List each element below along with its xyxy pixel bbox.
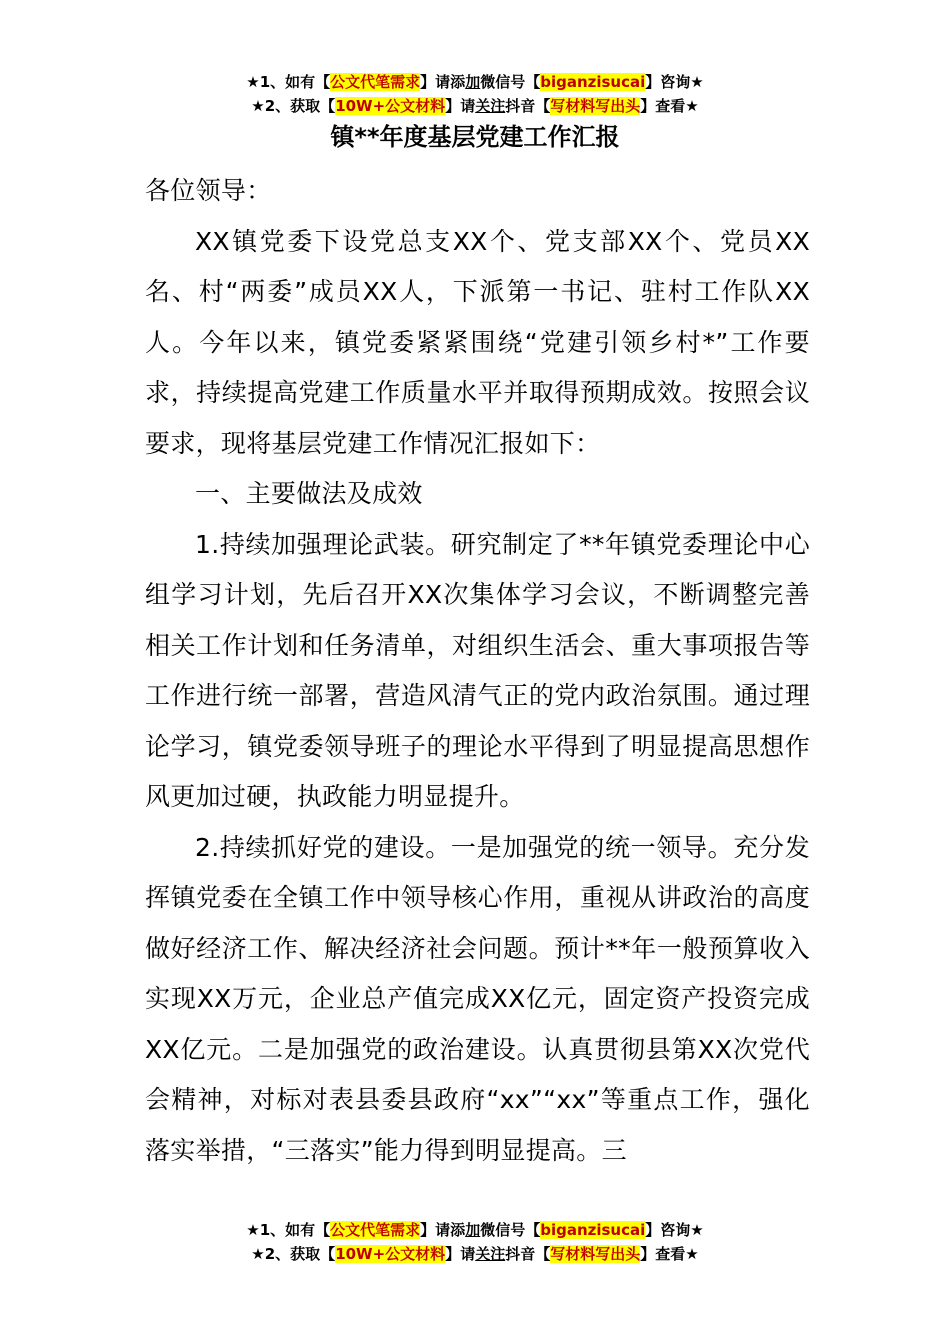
banner-line-1 — [0, 70, 950, 94]
banner-text: 抖音【 — [505, 97, 551, 115]
banner-text: ★1、如有【 — [246, 1221, 331, 1239]
banner-underline: 关注 — [475, 1245, 506, 1263]
paragraph-item-1: 1.持续加强理论武装。研究制定了**年镇党委理论中心组学习计划，先后召开XX次集体学习会议，不断调整完善相关工作计划和任务清单，对组织生活会、重大事项报告等工作进行统一部署，营造风清气正的党内政治氛围。通过理论学习，镇党委领导班子的理论水平得到了明显提高思想作风更加过硬，执政能力明显提升。 — [145, 529, 810, 811]
banner-text: 】请添 — [420, 73, 466, 91]
footer-banner — [0, 1218, 950, 1266]
banner-highlight: 写材料写出头 — [550, 1245, 641, 1263]
banner-line-2 — [0, 94, 950, 118]
banner-text: 】请 — [445, 97, 476, 115]
banner-highlight: 公文代笔需求 — [330, 73, 421, 91]
banner-text: ★1、如有【 — [246, 73, 331, 91]
banner-highlight: biganzisucai — [540, 73, 646, 91]
banner-highlight: 10W+公文材料 — [335, 1245, 446, 1263]
banner-underline: 关注 — [475, 97, 506, 115]
salutation: 各位领导： — [145, 176, 272, 205]
banner-text: 】查看★ — [640, 1245, 699, 1263]
banner-text: 】请 — [445, 1245, 476, 1263]
banner-underline: 加 — [465, 73, 481, 91]
banner-highlight: 公文代笔需求 — [330, 1221, 421, 1239]
banner-highlight: 写材料写出头 — [550, 97, 641, 115]
paragraph-item-2: 2.持续抓好党的建设。一是加强党的统一领导。充分发挥镇党委在全镇工作中领导核心作用，重视从讲政治的高度做好经济工作、解决经济社会问题。预计**年一般预算收入实现XX万元，企业总产值完成XX亿元，固定资产投资完成XX亿元。二是加强党的政治建设。认真贯彻县第XX次党代会精神，对标对表县委县政府“xx”“xx”等重点工作，强化落实举措，“三落实”能力得到明显提高。三 — [145, 832, 810, 1165]
banner-text: ★2、获取【 — [251, 1245, 336, 1263]
paragraph-intro: XX镇党委下设党总支XX个、党支部XX个、党员XX名、村“两委”成员XX人，下派第一书记、驻村工作队XX人。今年以来，镇党委紧紧围绕“党建引领乡村*”工作要求，持续提高党建工作质量水平并取得预期成效。按照会议要求，现将基层党建工作情况汇报如下： — [145, 226, 810, 458]
banner-text: 微信号【 — [480, 1221, 541, 1239]
banner-line-2 — [0, 1242, 950, 1266]
banner-text: 】咨询★ — [645, 1221, 704, 1239]
banner-text: 】请添 — [420, 1221, 466, 1239]
banner-highlight: biganzisucai — [540, 1221, 646, 1239]
banner-underline: 加 — [465, 1221, 481, 1239]
banner-text: 抖音【 — [505, 1245, 551, 1263]
header-banner — [0, 70, 950, 118]
section-heading: 一、主要做法及成效 — [195, 479, 423, 508]
banner-text: 微信号【 — [480, 73, 541, 91]
document-body — [145, 166, 810, 1176]
banner-text: ★2、获取【 — [251, 97, 336, 115]
banner-line-1 — [0, 1218, 950, 1242]
document-title: 镇**年度基层党建工作汇报 — [330, 123, 620, 151]
banner-text: 】咨询★ — [645, 73, 704, 91]
banner-text: 】查看★ — [640, 97, 699, 115]
banner-highlight: 10W+公文材料 — [335, 97, 446, 115]
